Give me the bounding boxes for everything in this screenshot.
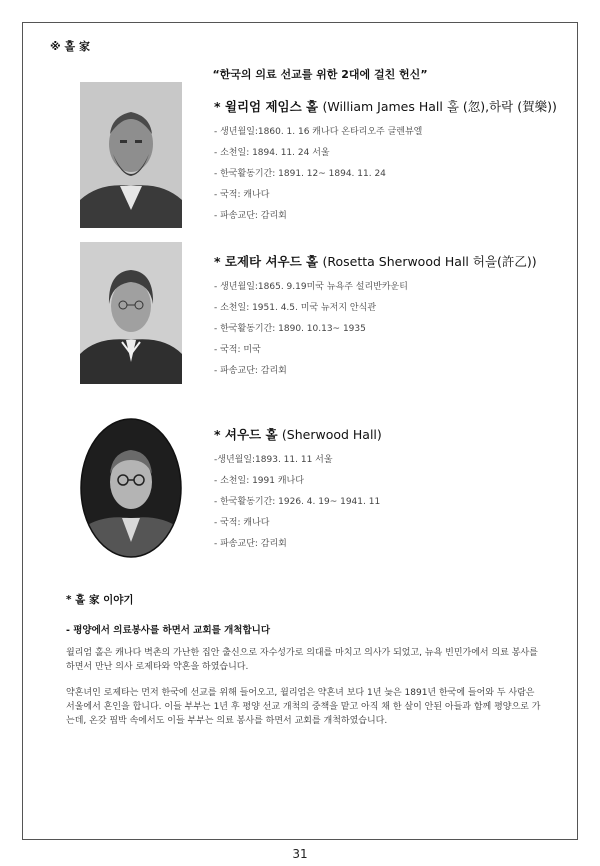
person-name: * 로제타 셔우드 홀 (Rosetta Sherwood Hall 허을(許乙)) [214,254,537,269]
korea-period: - 한국활동기간: 1890. 10.13~ 1935 [214,324,366,334]
story-subheading: - 평양에서 의료봉사를 하면서 교회를 개척합니다 [66,625,271,636]
death-info: - 소천일: 1894. 11. 24 서울 [214,148,330,158]
nationality: - 국적: 미국 [214,345,261,355]
page-subtitle: “한국의 의료 선교를 위한 2대에 걸친 헌신” [212,68,428,81]
korea-period: - 한국활동기간: 1926. 4. 19~ 1941. 11 [214,497,381,507]
photo-william-james-hall [80,82,182,228]
person-name: * 셔우드 홀 (Sherwood Hall) [214,427,382,442]
story-paragraph-2: 약혼녀인 로제타는 먼저 한국에 선교를 위해 들어오고, 윌리엄은 약혼녀 보다 1년 늦은 1891년 한국에 들어와 두 사람은 서울에서 혼인을 합니다. 이들 부부는 1년 후 평양 선교 개척의 중책을 맡고 아직 채 한 살이 안된 아들과 함께 평양으로 가는데, 온갖 핍박 속에서도 이들 부부는 의료 봉사를 하면서 교회를 개척하였습니다. [66,688,541,726]
nationality: - 국적: 캐나다 [214,190,270,200]
story-heading: * 홀 家 이야기 [66,594,134,606]
person-name: * 윌리엄 제임스 홀 (William James Hall 홀 (忽),하락 (賀樂)) [214,99,557,114]
mission-board: - 파송교단: 감리회 [214,211,287,221]
person-william-james-hall [214,97,574,227]
story-paragraph-1: 윌리엄 홀은 캐나다 벽촌의 가난한 집안 출신으로 자수성가로 의대를 마치고 의사가 되었고, 뉴욕 빈민가에서 의료 봉사를 하면서 만난 의사 로제타와 약혼을 하였습니다. [66,648,538,672]
page-number: 31 [292,847,308,861]
mission-board: - 파송교단: 감리회 [214,366,287,376]
death-info: - 소천일: 1951. 4.5. 미국 뉴저지 안식관 [214,303,377,313]
birth-info: - 생년월일:1860. 1. 16 캐나다 온타리오주 글렌뷰엘 [214,127,423,137]
mission-board: - 파송교단: 감리회 [214,539,287,549]
person-rosetta-sherwood-hall [214,252,574,382]
photo-sherwood-hall [80,418,182,558]
birth-info: - 생년월일:1865. 9.19미국 뉴욕주 설리반카운티 [214,282,408,292]
korea-period: - 한국활동기간: 1891. 12~ 1894. 11. 24 [214,169,386,179]
photo-rosetta-sherwood-hall [80,242,182,384]
death-info: - 소천일: 1991 캐나다 [214,476,304,486]
section-title: ※ 홀 家 [50,40,90,53]
birth-info: -생년월일:1893. 11. 11 서울 [214,455,333,465]
person-sherwood-hall [214,425,574,555]
nationality: - 국적: 캐나다 [214,518,270,528]
